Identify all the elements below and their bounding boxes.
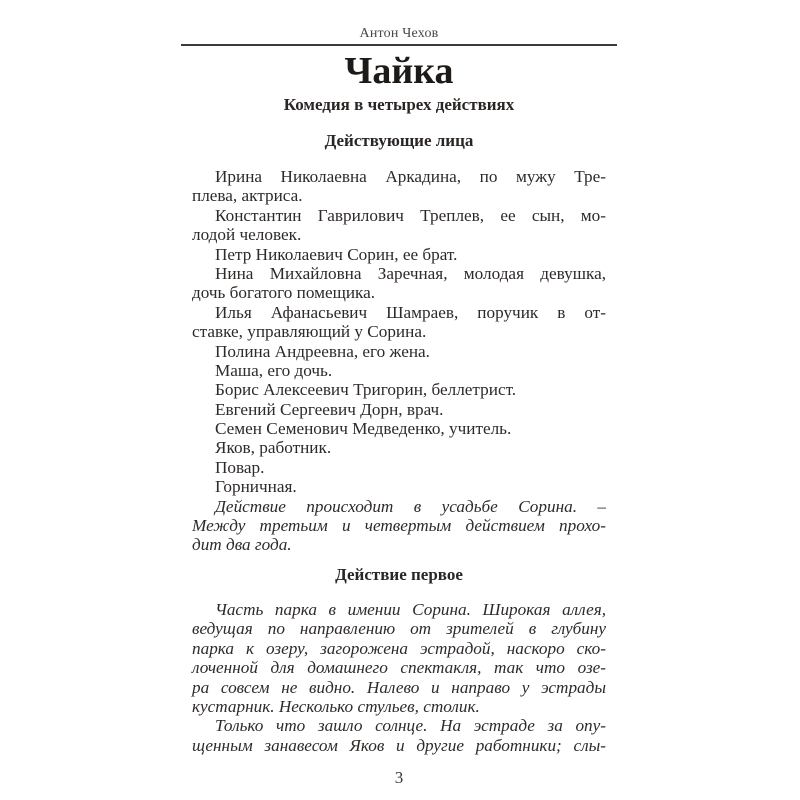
play-subtitle: Комедия в четырех действиях (283, 95, 515, 114)
text-line: плева, актриса. (192, 186, 303, 206)
cast-list (192, 167, 606, 555)
cast-member (192, 264, 606, 303)
cast-member (192, 361, 606, 380)
book-page (181, 0, 617, 800)
text-line: Маша, его дочь. (215, 360, 333, 380)
cast-member (192, 167, 606, 206)
text-line: ведущая по направлению от зрителей в глубину (192, 619, 606, 639)
text-line: Повар. (215, 457, 265, 477)
text-line: лоченной для домашнего спектакля, так что озе- (192, 658, 606, 678)
page-number: 3 (394, 768, 404, 787)
text-line: Петр Николаевич Сорин, ее брат. (215, 244, 458, 264)
text-line: лодой человек. (192, 225, 302, 245)
text-line: дит два года. (192, 535, 292, 555)
text-line: Полина Андреевна, его жена. (215, 341, 430, 361)
stage-directions (192, 600, 606, 755)
text-line: кустарник. Несколько стульев, столик. (192, 696, 480, 716)
act-heading: Действие первое (335, 565, 463, 584)
cast-member (192, 419, 606, 438)
stage-direction-paragraph (192, 600, 606, 716)
cast-member (192, 380, 606, 399)
text-line: Евгений Сергеевич Дорн, врач. (215, 399, 444, 419)
text-line: Нина Михайловна Заречная, молодая девушка, (215, 263, 606, 283)
text-line: ставке, управляющий у Сорина. (192, 322, 427, 342)
text-line: Константин Гаврилович Треплев, ее сын, мо- (215, 205, 606, 225)
text-line: Только что зашло солнце. На эстраде за опу- (215, 716, 606, 736)
play-title: Чайка (344, 50, 454, 92)
cast-member (192, 458, 606, 477)
cast-member (192, 245, 606, 264)
text-line: Борис Алексеевич Тригорин, беллетрист. (215, 380, 517, 400)
cast-member (192, 303, 606, 342)
text-line: Семен Семенович Медведенко, учитель. (215, 419, 512, 439)
text-line: Ирина Николаевна Аркадина, по мужу Тре- (215, 167, 606, 186)
cast-member (192, 438, 606, 457)
text-line: щенным занавесом Яков и другие работники; слы- (192, 735, 606, 755)
cast-member (192, 477, 606, 496)
text-line: дочь богатого помещика. (192, 283, 376, 303)
text-line: Между третьим и четвертым действием прохо- (192, 516, 606, 536)
setting-note (192, 497, 606, 555)
text-line: парка к озеру, загорожена эстрадой, наскоро ско- (192, 638, 606, 658)
cast-member (192, 342, 606, 361)
cast-member (192, 206, 606, 245)
text-line: Горничная. (215, 477, 297, 497)
text-line: ра совсем не видно. Налево и направо у эстрады (192, 677, 606, 697)
text-line: Яков, работник. (215, 438, 332, 458)
running-head-author: Антон Чехов (359, 26, 439, 41)
text-line: Илья Афанасьевич Шамраев, поручик в от- (215, 302, 606, 322)
cast-member (192, 400, 606, 419)
text-line: Часть парка в имении Сорина. Широкая аллея, (215, 600, 606, 619)
stage-direction-paragraph (192, 716, 606, 755)
header-rule (181, 44, 617, 46)
text-line: Действие происходит в усадьбе Сорина. – (215, 496, 606, 516)
cast-heading: Действующие лица (324, 131, 474, 150)
